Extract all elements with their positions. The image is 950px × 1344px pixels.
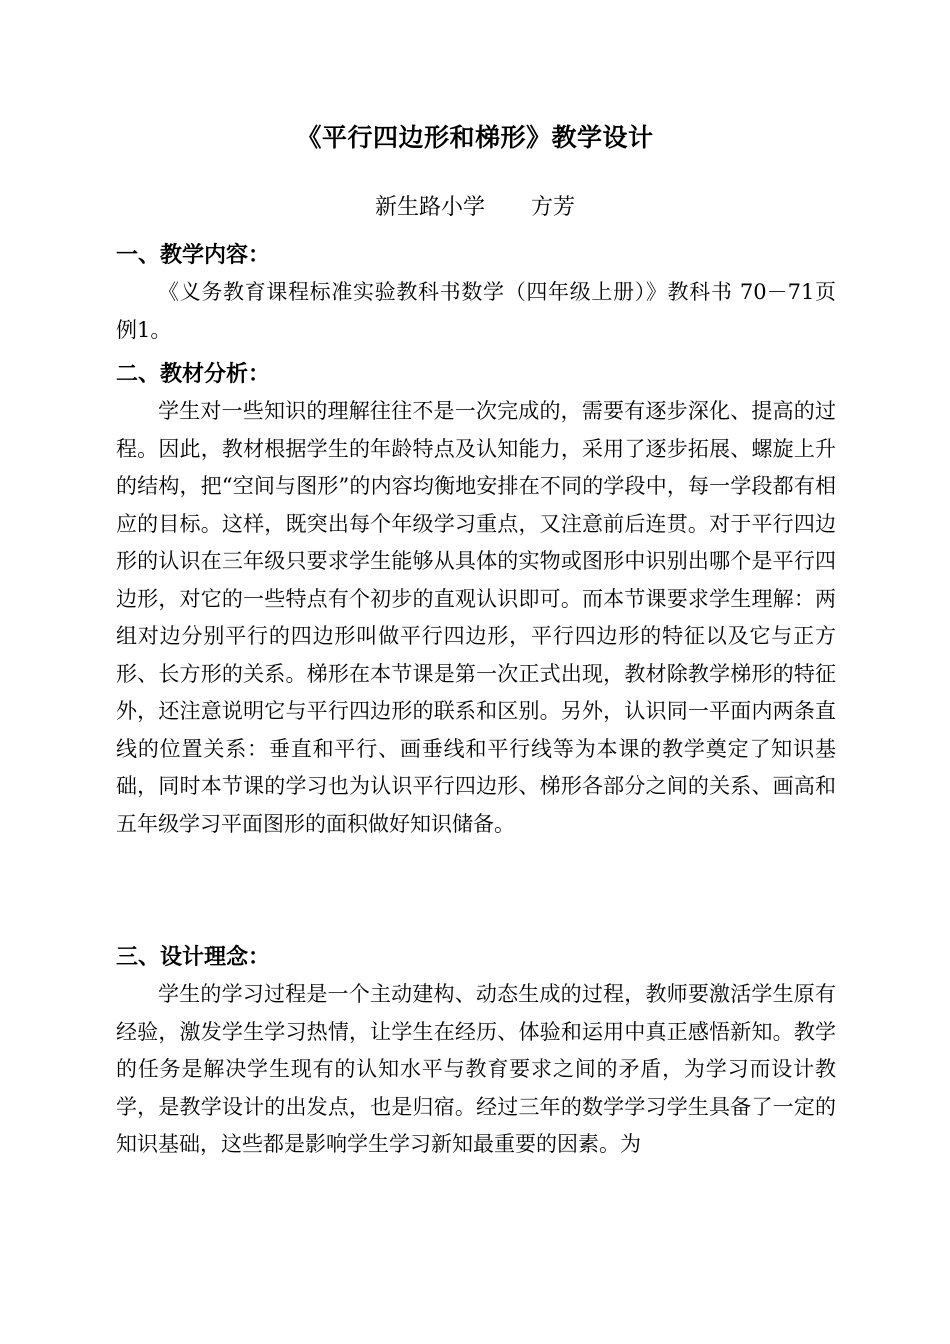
section-heading: 三、设计理念：: [116, 945, 271, 970]
section-textbook-analysis: [116, 357, 836, 843]
section-body: 学生的学习过程是一个主动建构、动态生成的过程，教师要激活学生原有经验，激发学生学习热情，让学生在经历、体验和运用中真正感悟新知。教学的任务是解决学生现有的认知水平与教育要求之间的矛盾，为学习而设计教学，是教学设计的出发点，也是归宿。经过三年的数学学习学生具备了一定的知识基础，这些都是影响学生学习新知最重要的因素。为: [116, 982, 836, 1156]
document-title: 《平行四边形和梯形》教学设计: [296, 123, 654, 152]
section-design-concept: [116, 940, 836, 1164]
author-name: 方芳: [531, 195, 576, 220]
section-heading: 二、教材分析：: [116, 362, 271, 387]
author-school: 新生路小学: [374, 195, 485, 220]
section-teaching-content: [116, 238, 836, 349]
section-body: 学生对一些知识的理解往往不是一次完成的，需要有逐步深化、提高的过程。因此，教材根据学生的年龄特点及认知能力，采用了逐步拓展、螺旋上升的结构，把“空间与图形”的内容均衡地安排在不同的学段中，每一学段都有相应的目标。这样，既突出每个年级学习重点，又注意前后连贯。对于平行四边形的认识在三年级只要求学生能够从具体的实物或图形中识别出哪个是平行四边形，对它的一些特点有个初步的直观认识即可。而本节课要求学生理解：两组对边分别平行的四边形叫做平行四边形，平行四边形的特征以及它与正方形、长方形的关系。梯形在本节课是第一次正式出现，教材除教学梯形的特征外，还注意说明它与平行四边形的联系和区别。另外，认识同一平面内两条直线的位置关系：垂直和平行、画垂线和平行线等为本课的教学奠定了知识基础，同时本节课的学习也为认识平行四边形、梯形各部分之间的关系、画高和五年级学习平面图形的面积做好知识储备。: [116, 399, 836, 836]
section-body: 《义务教育课程标准实验教科书数学（四年级上册）》教科书 70－71页例1。: [116, 280, 836, 342]
author-line: [0, 190, 950, 226]
section-heading: 一、教学内容：: [116, 243, 271, 268]
